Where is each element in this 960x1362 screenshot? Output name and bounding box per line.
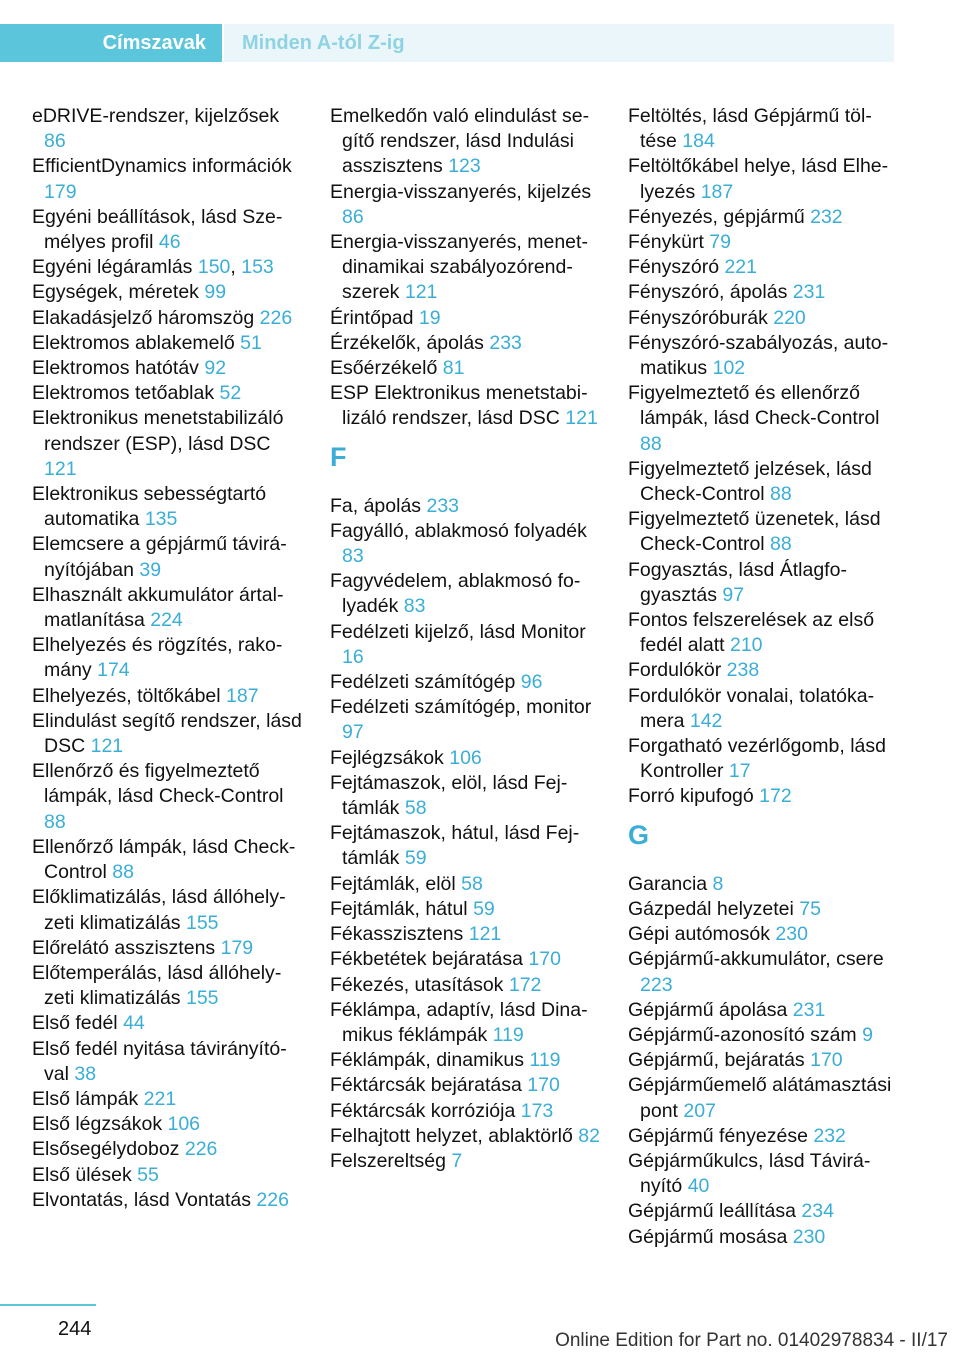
index-entry: [628, 1073, 900, 1123]
page-link[interactable]: 44: [123, 1012, 145, 1035]
index-term: Forgatható vezérlőgomb, lásd Kontroller: [628, 735, 886, 783]
index-entry: [628, 306, 900, 331]
page-link[interactable]: 207: [683, 1099, 716, 1122]
page-link[interactable]: 174: [97, 659, 130, 682]
index-entry: [628, 947, 900, 997]
index-entry: [628, 658, 900, 683]
index-entry: [32, 1037, 302, 1087]
page-link[interactable]: 83: [342, 545, 364, 568]
index-term: Figyelmeztető üzenetek, lásd Check-Control: [628, 508, 881, 556]
tab-minden-a-tol-z-ig[interactable]: Minden A-tól Z-ig: [224, 24, 894, 62]
index-entry: [32, 759, 302, 835]
index-term: Elektronikus menetstabilizáló rendszer (ESP), lásd DSC: [32, 407, 284, 455]
index-entry: [628, 1199, 900, 1224]
page-link[interactable]: 187: [700, 180, 734, 203]
index-entry: [330, 771, 600, 821]
index-entry: [628, 507, 900, 557]
index-term: Fagyvédelem, ablakmosó folyadék: [330, 570, 581, 618]
index-entry: [628, 381, 900, 457]
index-entry: [330, 306, 600, 331]
index-entry: [330, 381, 600, 431]
index-entry: [330, 746, 600, 771]
index-term: Fékbetétek bejáratása: [330, 948, 529, 971]
index-entry: [330, 872, 600, 897]
page-link[interactable]: 59: [404, 847, 427, 870]
page-link-separator: ,: [230, 256, 242, 279]
index-entry: [32, 154, 302, 204]
page-link[interactable]: 231: [792, 281, 826, 304]
index-term: Fejtámlák, hátul: [330, 897, 474, 920]
index-entry: [330, 998, 600, 1048]
page-link[interactable]: 55: [137, 1163, 159, 1186]
page-link[interactable]: 99: [204, 281, 227, 304]
index-term: Érintőpad: [330, 306, 419, 329]
page-link[interactable]: 172: [508, 973, 542, 996]
index-term: Gépjármű-azonosító szám: [628, 1023, 863, 1046]
page-link[interactable]: 153: [241, 256, 274, 279]
index-entry: [330, 104, 600, 180]
index-term: Emelkedőn való elindulást segítő rendszer, lásd Indulási asszisztens: [330, 105, 590, 178]
page-link[interactable]: 86: [44, 130, 66, 153]
footer-divider: [0, 1304, 96, 1306]
index-entry: [32, 406, 302, 482]
page-link[interactable]: 46: [158, 231, 181, 254]
index-term: ESP Elektronikus menetstabilizáló rendszer, lásd DSC: [330, 382, 588, 430]
page-link[interactable]: 121: [44, 457, 77, 480]
index-entry: [330, 1099, 600, 1124]
index-entry: [32, 255, 302, 280]
index-term: Féklámpák, dinamikus: [330, 1049, 530, 1072]
page-link[interactable]: 40: [687, 1175, 710, 1198]
index-column-3: [628, 104, 900, 1250]
index-entry: [32, 1137, 302, 1162]
index-term: Első fedél: [32, 1012, 124, 1035]
index-entry: [628, 280, 900, 305]
page-link[interactable]: 19: [418, 306, 441, 329]
tab-cimszavak-label: Címszavak: [102, 32, 206, 54]
index-entry: [32, 709, 302, 759]
page-link[interactable]: 7: [451, 1149, 463, 1172]
page-link[interactable]: 121: [404, 281, 438, 304]
index-term: Érzékelők, ápolás: [330, 331, 490, 354]
index-entry: [330, 973, 600, 998]
index-entry: [32, 381, 302, 406]
index-term: Gépjármű fényezése: [628, 1124, 814, 1147]
page-link[interactable]: 59: [473, 897, 495, 920]
index-term: Fejtámaszok, elöl, lásd Fejtámlák: [330, 771, 568, 820]
page-link[interactable]: 88: [770, 483, 792, 506]
index-term: Gépjármű-akkumulátor, csere: [628, 948, 884, 971]
index-term: Első ülések: [32, 1163, 138, 1186]
index-term: EfficientDynamics információk: [32, 155, 292, 178]
page-link[interactable]: 233: [489, 331, 522, 354]
index-term: Figyelmeztető jelzések, lásd Check-Control: [628, 457, 872, 506]
page-link[interactable]: 119: [492, 1023, 524, 1046]
page-link[interactable]: 58: [461, 872, 483, 895]
page-link[interactable]: 210: [729, 634, 763, 657]
index-term: Gépi autómosók: [628, 923, 776, 946]
section-letter: F: [330, 441, 347, 472]
index-entry: [32, 306, 302, 331]
header: [0, 24, 894, 62]
page-link[interactable]: 39: [139, 558, 162, 581]
page-link[interactable]: 88: [640, 432, 662, 455]
page-link[interactable]: 173: [520, 1099, 554, 1122]
tab-cimszavak[interactable]: [0, 24, 222, 62]
index-entry: [628, 230, 900, 255]
section-letter: G: [628, 819, 650, 850]
page-link[interactable]: 142: [689, 709, 723, 732]
index-term: Fontos felszerelések az első fedél alatt: [628, 609, 875, 657]
page-link[interactable]: 232: [810, 205, 843, 228]
page-link[interactable]: 58: [404, 797, 427, 820]
page-link[interactable]: 233: [426, 494, 460, 517]
index-entry: [628, 1149, 900, 1199]
page-link[interactable]: 179: [220, 936, 254, 959]
index-term: Fordulókör vonalai, tolatókamera: [628, 684, 875, 732]
page-link[interactable]: 187: [226, 684, 259, 707]
index-term: Gépjárműemelő alátámasztási pont: [628, 1074, 892, 1122]
footer-edition: Online Edition for Part no. 01402978834 - II/17: [555, 1330, 948, 1351]
index-term: Fejtámlák, elöl: [330, 872, 462, 895]
index-entry: [32, 633, 302, 683]
page-link[interactable]: 121: [90, 735, 124, 758]
index-term: Fogyasztás, lásd Átlagfogyasztás: [628, 558, 847, 606]
page-link[interactable]: 231: [792, 998, 826, 1021]
page-link[interactable]: 234: [801, 1200, 834, 1223]
index-term: Gépjármű ápolása: [628, 998, 793, 1021]
page-number: 244: [58, 1318, 92, 1340]
index-entry: [330, 331, 600, 356]
index-term: Gépjárműkulcs, lásd Távirányító: [628, 1149, 871, 1198]
index-entry: [628, 1124, 900, 1149]
index-term: Energia-visszanyerés, menetdinamikai szabályozórendszerek: [330, 231, 588, 304]
index-term: Fa, ápolás: [330, 494, 427, 517]
index-entry: [32, 1087, 302, 1112]
index-entry: [628, 154, 900, 204]
index-entry: [628, 104, 900, 154]
page-link[interactable]: 81: [442, 357, 465, 380]
index-term: Egységek, méretek: [32, 281, 205, 304]
page-link[interactable]: 16: [342, 645, 364, 668]
index-entry: [628, 872, 900, 897]
page-link[interactable]: 8: [712, 872, 724, 895]
page-link[interactable]: 238: [726, 659, 760, 682]
page-link[interactable]: 226: [256, 1188, 289, 1211]
page-link[interactable]: 102: [712, 357, 746, 380]
page-link[interactable]: 119: [529, 1049, 561, 1072]
index-entry: [330, 620, 600, 670]
index-entry: [330, 821, 600, 871]
index-entry: [32, 1112, 302, 1137]
index-entry: [330, 494, 600, 519]
index-term: Első fedél nyitása távirányítóval: [32, 1037, 287, 1085]
index-term: Elakadásjelző háromszög: [32, 306, 260, 329]
index-term: Felszereltség: [330, 1149, 452, 1172]
index-term: Fényszóróburák: [628, 306, 774, 329]
page-link[interactable]: 38: [74, 1062, 97, 1085]
index-entry: [330, 1124, 600, 1149]
index-entry: [32, 104, 302, 154]
index-column-2: [330, 104, 600, 1174]
index-entry: [32, 356, 302, 381]
index-entry: [628, 331, 900, 381]
page-link[interactable]: 155: [185, 987, 219, 1010]
index-term: Elindulást segítő rendszer, lásd DSC: [32, 709, 302, 758]
index-entry: [330, 569, 600, 619]
index-term: Első légzsákok: [32, 1113, 168, 1136]
index-term: Elektromos tetőablak: [32, 382, 220, 405]
index-term: Előklimatizálás, lásd állóhelyzeti klimatizálás: [32, 886, 286, 934]
index-entry: [330, 1149, 600, 1174]
index-entry: [32, 205, 302, 255]
index-term: Gépjármű mosása: [628, 1225, 793, 1248]
index-entry: [628, 457, 900, 507]
index-term: Fényszóró, ápolás: [628, 281, 793, 304]
page-link[interactable]: 52: [219, 382, 242, 405]
index-term: Fékasszisztens: [330, 923, 469, 946]
index-entry: [32, 1188, 302, 1213]
index-column-1: [32, 104, 302, 1213]
index-term: Fedélzeti számítógép: [330, 671, 521, 694]
page-link[interactable]: 170: [528, 948, 561, 971]
index-entry: [330, 1048, 600, 1073]
index-term: Előtemperálás, lásd állóhelyzeti klimatizálás: [32, 961, 282, 1010]
index-term: Fényszóró: [628, 256, 725, 279]
page-link[interactable]: 226: [259, 306, 293, 329]
index-term: Fejlégzsákok: [330, 746, 450, 769]
index-term: Ellenőrző lámpák, lásd Check-Control: [32, 835, 296, 884]
page-link[interactable]: 92: [204, 357, 227, 380]
index-entry: [628, 1023, 900, 1048]
index-term: Garancia: [628, 872, 713, 895]
index-term: Elhasznált akkumulátor ártalmatlanítása: [32, 583, 284, 632]
index-entry: [330, 1073, 600, 1098]
index-entry: [330, 695, 600, 745]
page-link[interactable]: 184: [682, 130, 715, 153]
index-term: Előrelátó asszisztens: [32, 936, 221, 959]
index-entry: [32, 482, 302, 532]
page-link[interactable]: 96: [520, 671, 543, 694]
index-entry: [32, 583, 302, 633]
index-entry: [628, 255, 900, 280]
page-link[interactable]: 51: [240, 331, 262, 354]
index-term: Elsősegélydoboz: [32, 1138, 185, 1161]
page-link[interactable]: 82: [578, 1124, 600, 1147]
page-link[interactable]: 97: [722, 583, 745, 606]
index-entry: [628, 784, 900, 809]
index-entry: [32, 532, 302, 582]
index-term: Fedélzeti számítógép, monitor: [330, 696, 592, 719]
page-link[interactable]: 121: [565, 407, 598, 430]
index-term: Figyelmeztető és ellenőrző lámpák, lásd Check-Control: [628, 382, 880, 430]
index-term: Forró kipufogó: [628, 785, 760, 808]
index-term: Fordulókör: [628, 659, 727, 682]
page-link[interactable]: 88: [112, 861, 134, 884]
index-term: Első lámpák: [32, 1087, 144, 1110]
index-term: Féklámpa, adaptív, lásd Dinamikus féklámpák: [330, 998, 588, 1046]
index-term: Elektronikus sebességtartó automatika: [32, 483, 267, 531]
page-link[interactable]: 86: [342, 205, 364, 228]
index-term: Elhelyezés, töltőkábel: [32, 684, 227, 707]
page-link[interactable]: 88: [44, 810, 66, 833]
index-term: Gázpedál helyzetei: [628, 897, 800, 920]
index-entry: [628, 684, 900, 734]
page-link[interactable]: 170: [810, 1049, 843, 1072]
index-term: Féktárcsák bejáratása: [330, 1074, 528, 1097]
page-link[interactable]: 135: [144, 508, 178, 531]
page-link[interactable]: 88: [770, 533, 792, 556]
page-link[interactable]: 232: [813, 1124, 846, 1147]
index-entry: [32, 1011, 302, 1036]
page-link[interactable]: 220: [773, 306, 806, 329]
index-entry: [330, 180, 600, 230]
page-link[interactable]: 230: [775, 923, 808, 946]
index-term: Elektromos hatótáv: [32, 357, 205, 380]
index-term: Fedélzeti kijelző, lásd Monitor: [330, 620, 586, 643]
index-term: Ellenőrző és figyelmeztető lámpák, lásd Check-Control: [32, 760, 284, 808]
page-link[interactable]: 223: [640, 973, 673, 996]
index-term: Felhajtott helyzet, ablaktörlő: [330, 1124, 579, 1147]
index-entry: [628, 1048, 900, 1073]
index-term: Fénykürt: [628, 231, 710, 254]
page-link[interactable]: 150: [197, 256, 231, 279]
index-entry: [32, 684, 302, 709]
page-link[interactable]: 83: [403, 595, 426, 618]
index-entry: [32, 961, 302, 1011]
index-entry: [32, 936, 302, 961]
index-term: Gépjármű, bejáratás: [628, 1049, 811, 1072]
index-entry: [628, 922, 900, 947]
index-entry: [628, 558, 900, 608]
index-entry: [628, 998, 900, 1023]
page-link[interactable]: 226: [184, 1138, 218, 1161]
page-link[interactable]: 221: [143, 1087, 177, 1110]
page-link[interactable]: 172: [759, 785, 792, 808]
index-term: Elektromos ablakemelő: [32, 331, 241, 354]
index-term: Egyéni légáramlás: [32, 256, 198, 279]
index-term: Feltöltés, lásd Gépjármű töltése: [628, 105, 872, 153]
page-link[interactable]: 170: [527, 1074, 560, 1097]
page-link[interactable]: 179: [44, 180, 77, 203]
index-term: Fékezés, utasítások: [330, 973, 509, 996]
index-entry: [32, 885, 302, 935]
page-link[interactable]: 121: [468, 923, 502, 946]
index-entry: [628, 205, 900, 230]
index-term: Elvontatás, lásd Vontatás: [32, 1188, 257, 1211]
index-entry: [628, 734, 900, 784]
index-entry: [330, 356, 600, 381]
index-entry: [32, 280, 302, 305]
index-entry: [628, 897, 900, 922]
index-entry: [32, 1163, 302, 1188]
index-term: Fejtámaszok, hátul, lásd Fejtámlák: [330, 822, 580, 870]
page-link[interactable]: 155: [185, 911, 219, 934]
index-entry: [32, 331, 302, 356]
page-link[interactable]: 97: [342, 721, 364, 744]
index-entry: [330, 670, 600, 695]
index-term: Gépjármű leállítása: [628, 1200, 802, 1223]
index-term: eDRIVE-rendszer, kijelzősek: [32, 105, 280, 127]
index-term: Elemcsere a gépjármű távirányítójában: [32, 533, 287, 581]
page-link[interactable]: 230: [792, 1225, 826, 1248]
page-link[interactable]: 221: [724, 256, 757, 279]
index-entry: [628, 1225, 900, 1250]
index-term: Esőérzékelő: [330, 357, 443, 380]
index-term: Fényszóró-szabályozás, automatikus: [628, 331, 889, 380]
index-term: Egyéni beállítások, lásd Személyes profil: [32, 205, 283, 254]
page-link[interactable]: 106: [449, 746, 482, 769]
page-link[interactable]: 17: [728, 760, 751, 783]
index-entry: [330, 519, 600, 569]
index-entry: [330, 230, 600, 306]
page-link[interactable]: 75: [799, 897, 821, 920]
index-term: Fagyálló, ablakmosó folyadék: [330, 519, 587, 542]
index-term: Elhelyezés és rögzítés, rakomány: [32, 634, 283, 682]
page-link[interactable]: 123: [448, 155, 481, 178]
index-entry: [330, 922, 600, 947]
index-entry: [330, 947, 600, 972]
index-term: Féktárcsák korróziója: [330, 1099, 521, 1122]
page-link[interactable]: 79: [709, 231, 731, 254]
page-link[interactable]: 9: [862, 1023, 873, 1046]
index-term: Feltöltőkábel helye, lásd Elhelyezés: [628, 155, 889, 203]
index-term: Energia-visszanyerés, kijelzés: [330, 180, 592, 203]
index-entry: [330, 897, 600, 922]
index-entry: [628, 608, 900, 658]
index-entry: [32, 835, 302, 885]
page-link[interactable]: 224: [150, 609, 183, 632]
page-link[interactable]: 106: [167, 1113, 201, 1136]
index-term: Fényezés, gépjármű: [628, 205, 811, 228]
